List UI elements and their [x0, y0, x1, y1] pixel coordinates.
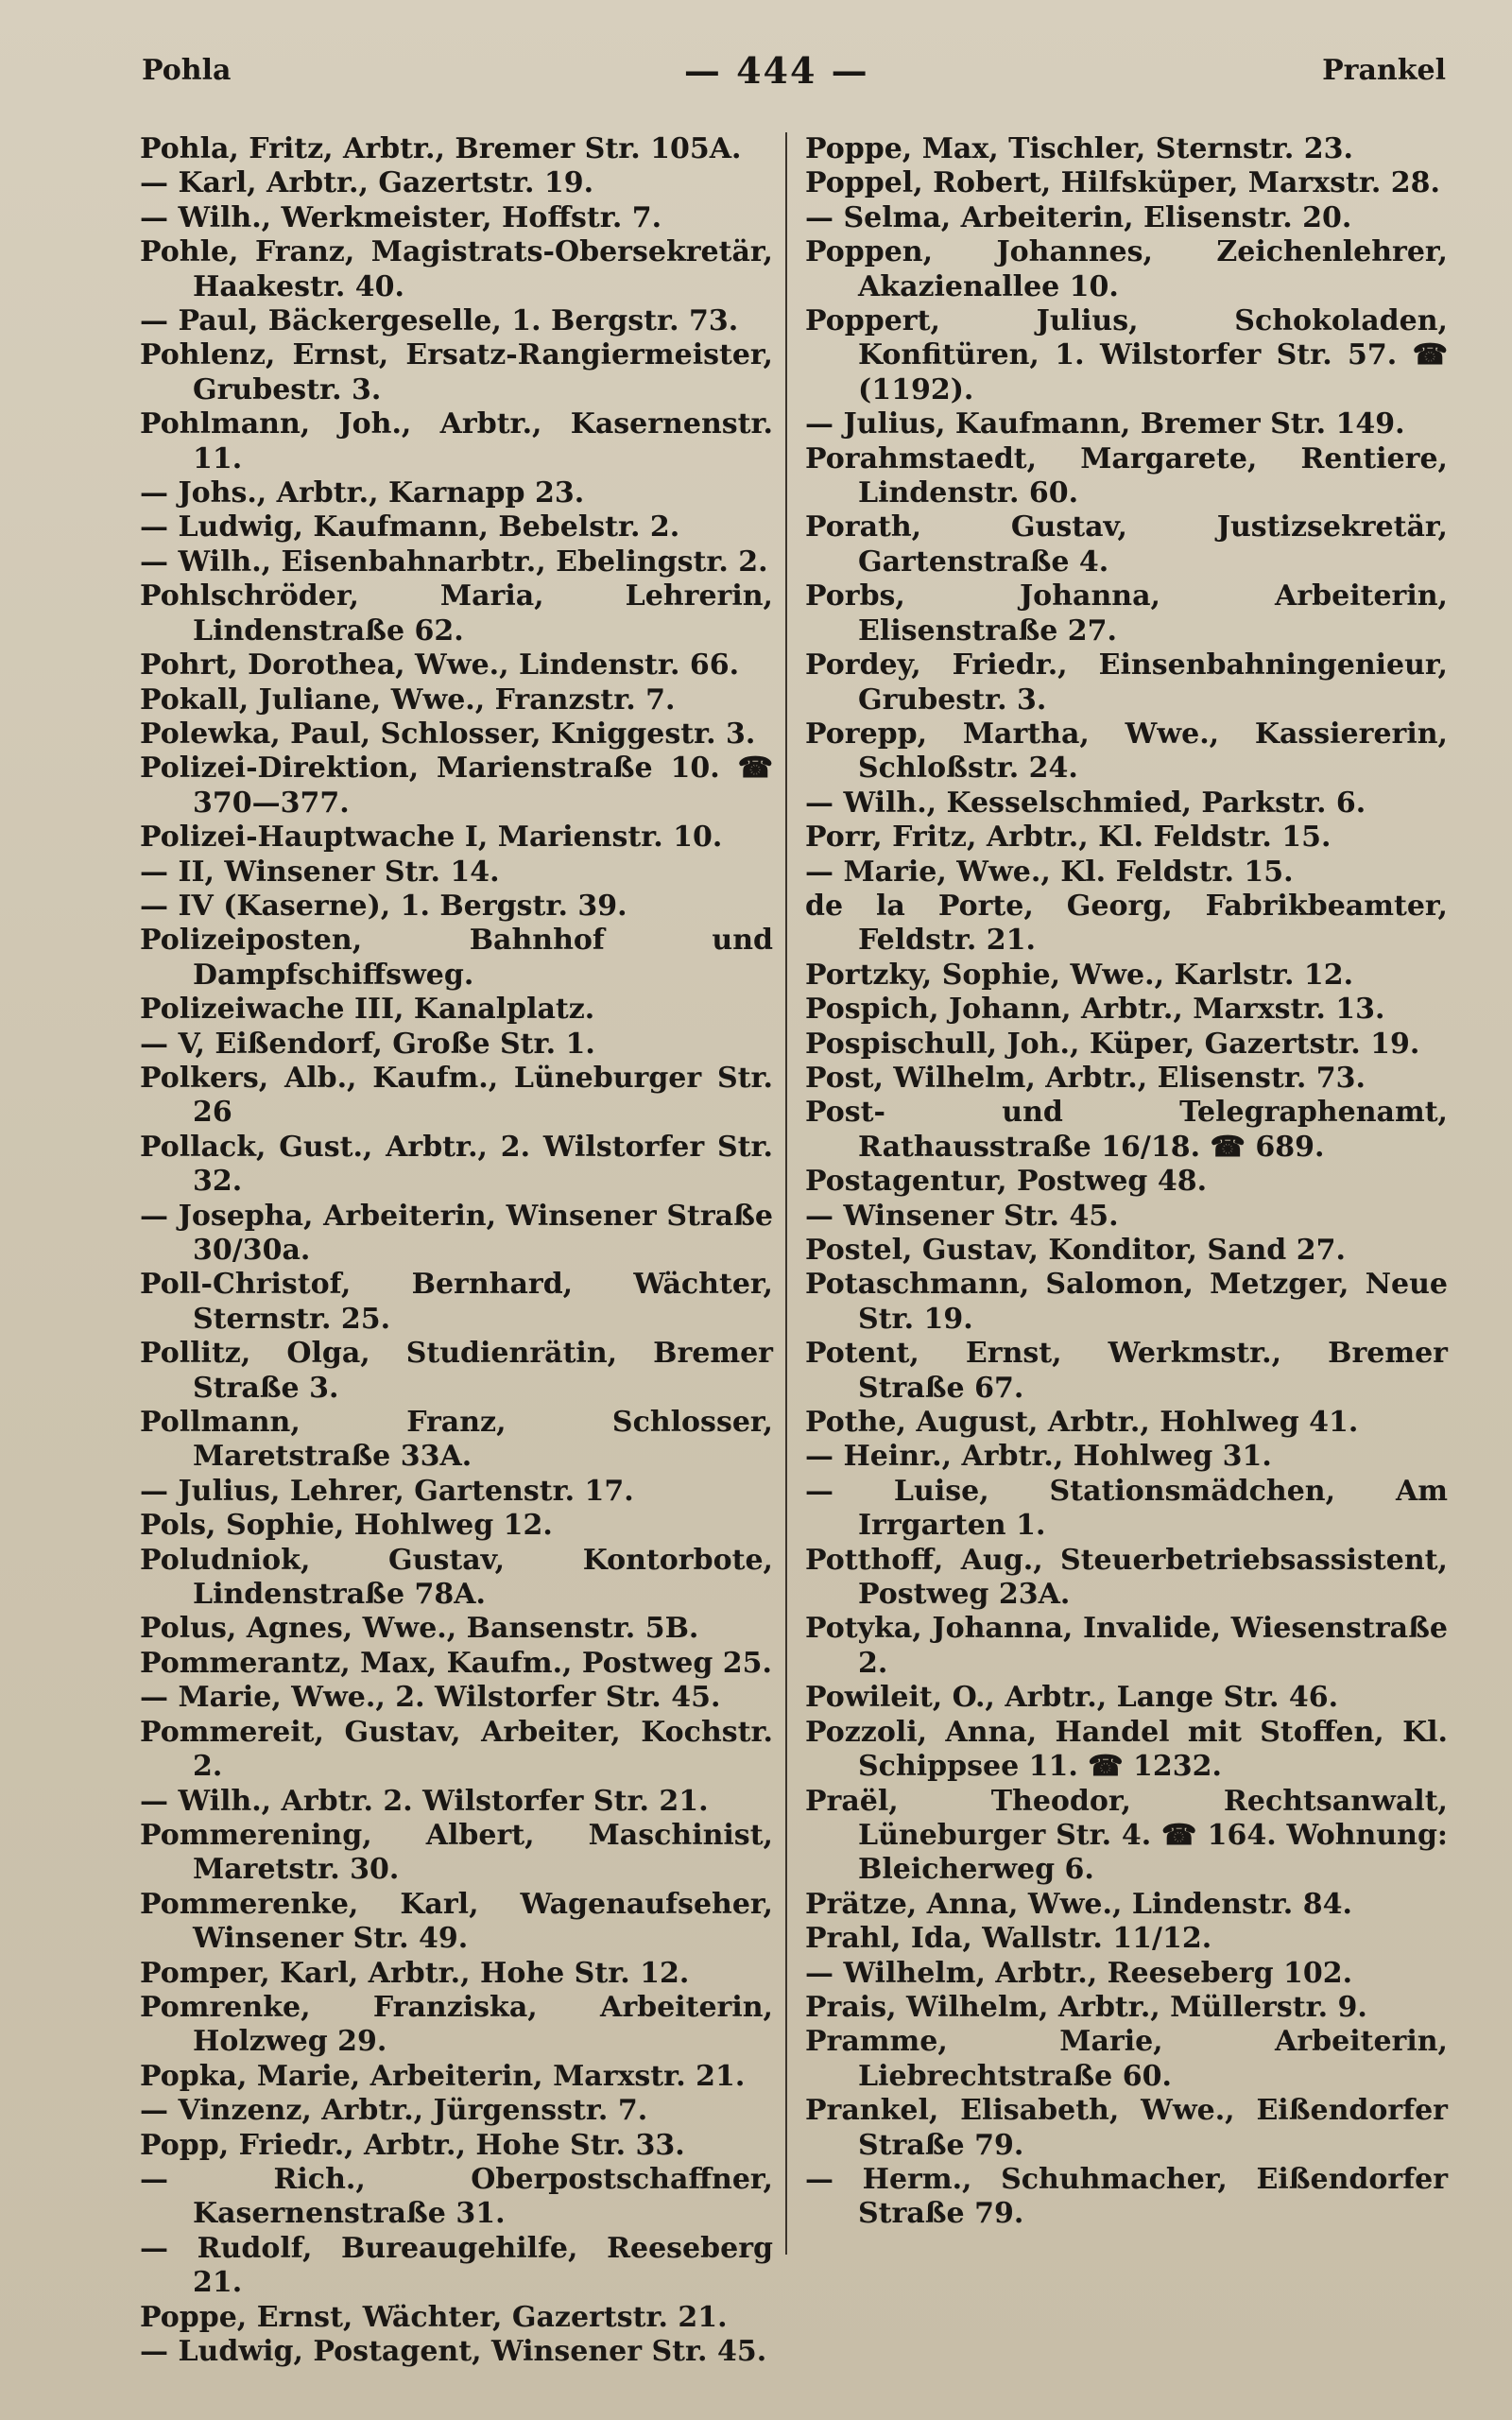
- directory-entry: Prätze, Anna, Wwe., Lindenstr. 84.: [805, 1887, 1352, 1921]
- directory-entry: — Paul, Bäckergeselle, 1. Bergstr. 73.: [140, 304, 739, 338]
- directory-entry: Polizei-Direktion, Marienstraße 10. ☎ 370—377.: [140, 752, 773, 820]
- directory-entry: Prahl, Ida, Wallstr. 11/12.: [805, 1922, 1212, 1956]
- directory-entry: Powileit, O., Arbtr., Lange Str. 46.: [805, 1681, 1339, 1715]
- column-divider: [785, 132, 787, 2255]
- right-column: [805, 132, 1448, 2232]
- directory-entry: — Luise, Stationsmädchen, Am Irrgarten 1.: [805, 1474, 1448, 1543]
- directory-entry: Portzky, Sophie, Wwe., Karlstr. 12.: [805, 958, 1354, 992]
- directory-entry: de la Porte, Georg, Fabrikbeamter, Feldstr. 21.: [805, 889, 1448, 958]
- directory-entry: Post, Wilhelm, Arbtr., Elisenstr. 73.: [805, 1061, 1366, 1095]
- directory-entry: — Herm., Schuhmacher, Eißendorfer Straße 79.: [805, 2162, 1448, 2231]
- directory-entry: Pollmann, Franz, Schlosser, Maretstraße 33A.: [140, 1406, 773, 1474]
- directory-entry: Pomrenke, Franziska, Arbeiterin, Holzweg 29.: [140, 1990, 773, 2059]
- directory-entry: — Rudolf, Bureaugehilfe, Reeseberg 21.: [140, 2231, 773, 2300]
- directory-entry: Pothe, August, Arbtr., Hohlweg 41.: [805, 1406, 1359, 1440]
- directory-entry: Post- und Telegraphenamt, Rathausstraße 16/18. ☎ 689.: [805, 1096, 1448, 1164]
- directory-entry: Pollitz, Olga, Studienrätin, Bremer Straße 3.: [140, 1337, 773, 1405]
- directory-entry: — Marie, Wwe., Kl. Feldstr. 15.: [805, 855, 1294, 889]
- directory-entry: — IV (Kaserne), 1. Bergstr. 39.: [140, 889, 627, 923]
- directory-entry: Postel, Gustav, Konditor, Sand 27.: [805, 1234, 1346, 1267]
- directory-entry: — V, Eißendorf, Große Str. 1.: [140, 1027, 595, 1061]
- directory-entry: Pokall, Juliane, Wwe., Franzstr. 7.: [140, 683, 676, 717]
- directory-entry: Pospischull, Joh., Küper, Gazertstr. 19.: [805, 1027, 1420, 1061]
- directory-entry: Postagentur, Postweg 48.: [805, 1165, 1208, 1199]
- directory-entry: Pollack, Gust., Arbtr., 2. Wilstorfer Str. 32.: [140, 1130, 773, 1199]
- directory-entry: Potyka, Johanna, Invalide, Wiesenstraße 2.: [805, 1612, 1448, 1680]
- directory-entry: Polus, Agnes, Wwe., Bansenstr. 5B.: [140, 1612, 699, 1646]
- running-head-left: Pohla: [142, 53, 232, 87]
- page-header: [142, 42, 1446, 98]
- directory-entry: Pohlenz, Ernst, Ersatz-Rangiermeister, Grubestr. 3.: [140, 338, 773, 406]
- directory-entry: Porr, Fritz, Arbtr., Kl. Feldstr. 15.: [805, 821, 1332, 855]
- directory-entry: Prankel, Elisabeth, Wwe., Eißendorfer Straße 79.: [805, 2094, 1448, 2162]
- directory-entry: — Josepha, Arbeiterin, Winsener Straße 30/30a.: [140, 1199, 773, 1267]
- directory-entry: Pramme, Marie, Arbeiterin, Liebrechtstraße 60.: [805, 2025, 1448, 2093]
- directory-entry: Pohle, Franz, Magistrats-Obersekretär, Haakestr. 40.: [140, 235, 773, 303]
- directory-entry: — Wilh., Eisenbahnarbtr., Ebelingstr. 2.: [140, 544, 768, 579]
- directory-entry: Prais, Wilhelm, Arbtr., Müllerstr. 9.: [805, 1990, 1367, 2024]
- directory-entry: — Wilh., Kesselschmied, Parkstr. 6.: [805, 786, 1366, 820]
- directory-entry: — Julius, Kaufmann, Bremer Str. 149.: [805, 407, 1405, 441]
- directory-entry: Pohlschröder, Maria, Lehrerin, Lindenstraße 62.: [140, 579, 773, 648]
- directory-entry: — Vinzenz, Arbtr., Jürgensstr. 7.: [140, 2094, 648, 2128]
- directory-entry: Polizei-Hauptwache I, Marienstr. 10.: [140, 821, 723, 855]
- directory-entry: Pohlmann, Joh., Arbtr., Kasernenstr. 11.: [140, 407, 773, 475]
- directory-entry: Pommerening, Albert, Maschinist, Maretstr. 30.: [140, 1818, 773, 1887]
- directory-entry: — Julius, Lehrer, Gartenstr. 17.: [140, 1474, 634, 1508]
- directory-entry: — Ludwig, Postagent, Winsener Str. 45.: [140, 2335, 767, 2368]
- directory-entry: Pospich, Johann, Arbtr., Marxstr. 13.: [805, 993, 1385, 1027]
- directory-entry: — Rich., Oberpostschaffner, Kasernenstraße 31.: [140, 2162, 773, 2231]
- directory-entry: Poll-Christof, Bernhard, Wächter, Sternstr. 25.: [140, 1268, 773, 1336]
- directory-entry: Polkers, Alb., Kaufm., Lüneburger Str. 26: [140, 1061, 773, 1130]
- directory-entry: Poppen, Johannes, Zeichenlehrer, Akazienallee 10.: [805, 235, 1448, 303]
- directory-entry: Porath, Gustav, Justizsekretär, Gartenstraße 4.: [805, 510, 1448, 579]
- directory-entry: — Marie, Wwe., 2. Wilstorfer Str. 45.: [140, 1681, 721, 1715]
- directory-entry: — Heinr., Arbtr., Hohlweg 31.: [805, 1440, 1272, 1474]
- directory-entry: Pohrt, Dorothea, Wwe., Lindenstr. 66.: [140, 648, 740, 683]
- directory-entry: Pomper, Karl, Arbtr., Hohe Str. 12.: [140, 1956, 690, 1990]
- directory-entry: Pozzoli, Anna, Handel mit Stoffen, Kl. Schippsee 11. ☎ 1232.: [805, 1715, 1448, 1784]
- directory-entry: Pommerenke, Karl, Wagenaufseher, Winsener Str. 49.: [140, 1887, 773, 1956]
- directory-entry: Polizeiwache III, Kanalplatz.: [140, 993, 595, 1027]
- directory-entry: Porbs, Johanna, Arbeiterin, Elisenstraße 27.: [805, 579, 1448, 648]
- directory-entry: — Wilh., Werkmeister, Hoffstr. 7.: [140, 200, 662, 234]
- page-number: — 444 —: [683, 48, 869, 92]
- directory-entry: Polewka, Paul, Schlosser, Kniggestr. 3.: [140, 717, 756, 751]
- directory-entry: — Selma, Arbeiterin, Elisenstr. 20.: [805, 200, 1352, 234]
- directory-entry: Potent, Ernst, Werkmstr., Bremer Straße 67.: [805, 1337, 1448, 1405]
- directory-entry: Potaschmann, Salomon, Metzger, Neue Str. 19.: [805, 1268, 1448, 1336]
- directory-entry: Pohla, Fritz, Arbtr., Bremer Str. 105A.: [140, 132, 742, 165]
- directory-entry: Pordey, Friedr., Einsenbahningenieur, Grubestr. 3.: [805, 648, 1448, 717]
- directory-entry: Pommereit, Gustav, Arbeiter, Kochstr. 2.: [140, 1715, 773, 1784]
- directory-entry: Pommerantz, Max, Kaufm., Postweg 25.: [140, 1646, 772, 1680]
- directory-entry: Praël, Theodor, Rechtsanwalt, Lüneburger Str. 4. ☎ 164. Wohnung: Bleicherweg 6.: [805, 1784, 1448, 1887]
- running-head-right: Prankel: [1322, 53, 1446, 87]
- directory-entry: Polizeiposten, Bahnhof und Dampfschiffsweg.: [140, 924, 773, 992]
- directory-entry: Porepp, Martha, Wwe., Kassiererin, Schloßstr. 24.: [805, 717, 1448, 786]
- directory-entry: Popp, Friedr., Arbtr., Hohe Str. 33.: [140, 2128, 685, 2162]
- directory-entry: — Ludwig, Kaufmann, Bebelstr. 2.: [140, 510, 680, 544]
- directory-entry: — Wilhelm, Arbtr., Reeseberg 102.: [805, 1956, 1353, 1990]
- directory-entry: Poppe, Ernst, Wächter, Gazertstr. 21.: [140, 2300, 728, 2334]
- directory-entry: Porahmstaedt, Margarete, Rentiere, Lindenstr. 60.: [805, 441, 1448, 510]
- directory-entry: Poppert, Julius, Schokoladen, Konfitüren, 1. Wilstorfer Str. 57. ☎ (1192).: [805, 304, 1448, 406]
- directory-entry: Popka, Marie, Arbeiterin, Marxstr. 21.: [140, 2059, 746, 2093]
- directory-entry: — II, Winsener Str. 14.: [140, 855, 500, 889]
- directory-entry: — Karl, Arbtr., Gazertstr. 19.: [140, 166, 594, 200]
- directory-entry: Potthoff, Aug., Steuerbetriebsassistent, Postweg 23A.: [805, 1543, 1448, 1612]
- directory-entry: Poppe, Max, Tischler, Sternstr. 23.: [805, 132, 1353, 165]
- directory-entry: Poppel, Robert, Hilfsküper, Marxstr. 28.: [805, 166, 1440, 200]
- directory-entry: — Winsener Str. 45.: [805, 1199, 1119, 1233]
- directory-entry: — Wilh., Arbtr. 2. Wilstorfer Str. 21.: [140, 1784, 709, 1818]
- left-column: [140, 132, 773, 2369]
- directory-entry: — Johs., Arbtr., Karnapp 23.: [140, 476, 585, 510]
- directory-entry: Pols, Sophie, Hohlweg 12.: [140, 1509, 553, 1543]
- directory-entry: Poludniok, Gustav, Kontorbote, Lindenstraße 78A.: [140, 1543, 773, 1612]
